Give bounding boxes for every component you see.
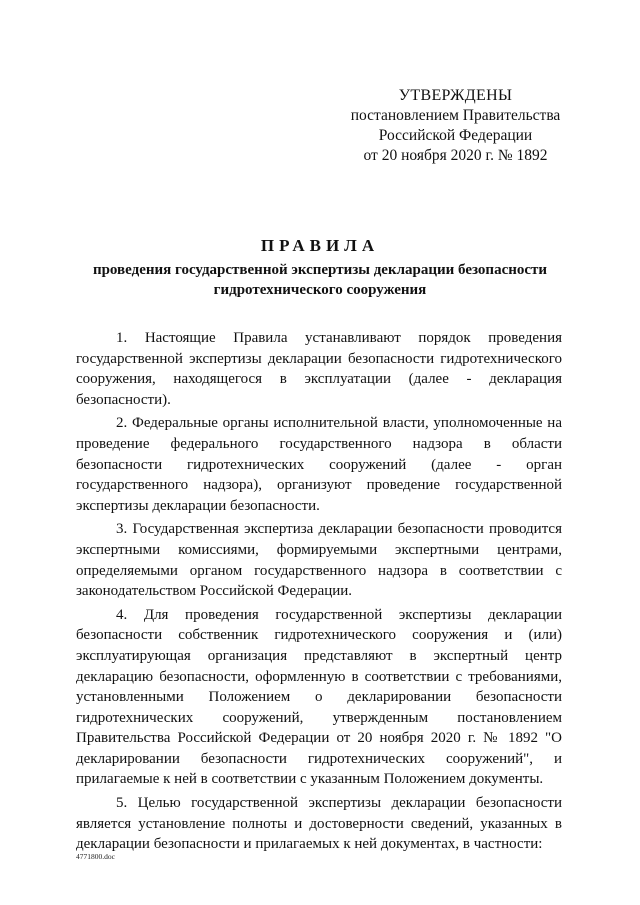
paragraph-3: 3. Государственная экспертиза декларации безопасности проводится экспертными комиссиями, формируемыми экспертными центрами, определяемыми органом государственного надзора в соответствии с законодательством Российской Федерации. [76, 521, 562, 600]
document-subtitle: проведения государственной экспертизы декларации безопасности гидротехнического сооружения [92, 262, 548, 298]
file-name-footer: 4771800.doc [76, 852, 115, 861]
approval-heading: УТВЕРЖДЕНЫ [398, 87, 513, 104]
approval-line-2: Российской Федерации [378, 127, 533, 144]
approval-line-3: от 20 ноября 2020 г. № 1892 [363, 147, 548, 164]
paragraph-2: 2. Федеральные органы исполнительной власти, уполномоченные на проведение федерального государственного надзора в области безопасности гидротехнических сооружений (далее - орган государственного надзора), организуют проведение государственной экспертизы декларации безопасности. [76, 415, 562, 514]
paragraph-5: 5. Целью государственной экспертизы декларации безопасности является установление полноты и достоверности сведений, указанных в декларации безопасности и прилагаемых к ней документах, в частности: [76, 795, 562, 853]
paragraph-1: 1. Настоящие Правила устанавливают порядок проведения государственной экспертизы декларации безопасности гидротехнического сооружения, находящегося в эксплуатации (далее - декларация безопасности). [76, 330, 562, 408]
approval-line-1: постановлением Правительства [350, 107, 561, 124]
paragraph-4: 4. Для проведения государственной экспертизы декларации безопасности собственник гидротехнического сооружения и (или) эксплуатирующая организация представляют в экспертный центр декларацию безопасности, оформленную в соответствии с требованиями, установленными Положением о декларировании безопасности гидротехнических сооружений, утвержденным постановлением Правительства Российской Федерации от 20 ноября 2020 г. № 1892 "О декларировании безопасности гидротехнических сооружений", и прилагаемые к ней в соответствии с указанным Положением документы. [76, 606, 562, 788]
approval-block [348, 86, 563, 166]
document-body [76, 328, 562, 858]
document-title: ПРАВИЛА [260, 236, 380, 255]
